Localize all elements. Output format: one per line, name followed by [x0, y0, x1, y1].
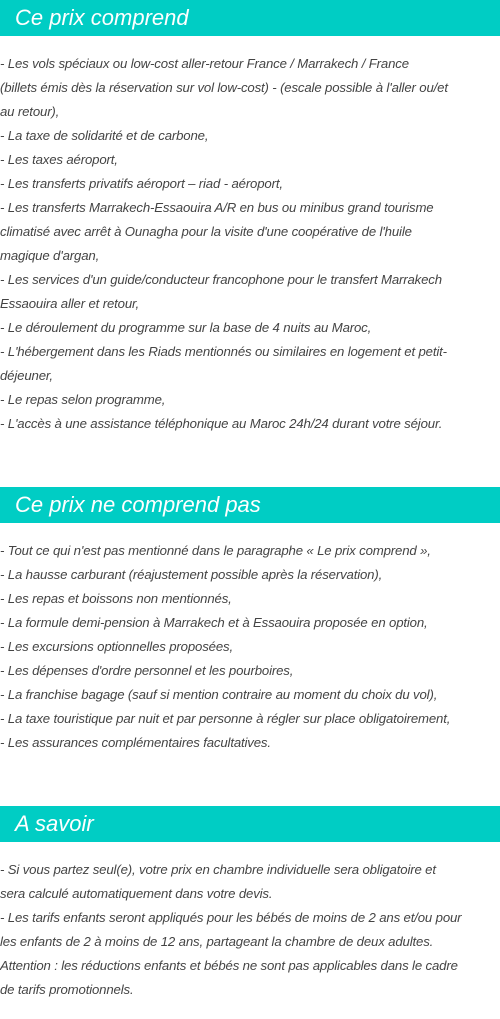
- list-line: - Le repas selon programme,: [0, 392, 166, 407]
- list-line: - Les assurances complémentaires facultatives.: [0, 735, 271, 750]
- list-line: - L'accès à une assistance téléphonique au Maroc 24h/24 durant votre séjour.: [0, 416, 443, 431]
- list-line: - La taxe touristique par nuit et par personne à régler sur place obligatoirement,: [0, 711, 451, 726]
- list-line: - L'hébergement dans les Riads mentionnés ou similaires en logement et petit-: [0, 344, 447, 359]
- list-line: sera calculé automatiquement dans votre devis.: [0, 886, 273, 901]
- section-included: [0, 0, 500, 436]
- list-line: - Les dépenses d'ordre personnel et les pourboires,: [0, 663, 294, 678]
- section-not-included: [0, 487, 500, 755]
- list-line: - Les tarifs enfants seront appliqués pour les bébés de moins de 2 ans et/ou pour: [0, 910, 462, 925]
- list-line: Essaouira aller et retour,: [0, 296, 140, 311]
- list-line: - Les transferts Marrakech-Essaouira A/R en bus ou minibus grand tourisme: [0, 200, 434, 215]
- not-included-list: [0, 523, 500, 755]
- list-line: - Les repas et boissons non mentionnés,: [0, 591, 232, 606]
- list-line: - Les services d'un guide/conducteur francophone pour le transfert Marrakech: [0, 272, 442, 287]
- list-line: magique d'argan,: [0, 248, 100, 263]
- section-header-included: Ce prix comprend: [0, 0, 500, 36]
- list-line: - La formule demi-pension à Marrakech et à Essaouira proposée en option,: [0, 615, 428, 630]
- list-line: déjeuner,: [0, 368, 53, 383]
- list-line: - Tout ce qui n'est pas mentionné dans le paragraphe « Le prix comprend »,: [0, 543, 431, 558]
- section-header-not-included: Ce prix ne comprend pas: [0, 487, 500, 523]
- list-line: (billets émis dès la réservation sur vol low-cost) - (escale possible à l'aller ou/et: [0, 80, 448, 95]
- list-line: - La hausse carburant (réajustement possible après la réservation),: [0, 567, 383, 582]
- list-line: au retour),: [0, 104, 60, 119]
- good-to-know-list: [0, 842, 500, 1002]
- section-header-good-to-know: A savoir: [0, 806, 500, 842]
- list-line: de tarifs promotionnels.: [0, 982, 134, 997]
- list-line: les enfants de 2 à moins de 12 ans, partageant la chambre de deux adultes.: [0, 934, 434, 949]
- section-good-to-know: [0, 806, 500, 1002]
- list-line: - La taxe de solidarité et de carbone,: [0, 128, 209, 143]
- included-list: [0, 36, 500, 436]
- list-line: - Le déroulement du programme sur la base de 4 nuits au Maroc,: [0, 320, 372, 335]
- list-line: - Les taxes aéroport,: [0, 152, 118, 167]
- list-line: - La franchise bagage (sauf si mention contraire au moment du choix du vol),: [0, 687, 438, 702]
- list-line: - Les transferts privatifs aéroport – riad - aéroport,: [0, 176, 283, 191]
- list-line: climatisé avec arrêt à Ounagha pour la visite d'une coopérative de l'huile: [0, 224, 412, 239]
- list-line: - Les vols spéciaux ou low-cost aller-retour France / Marrakech / France: [0, 56, 409, 71]
- list-line: - Si vous partez seul(e), votre prix en chambre individuelle sera obligatoire et: [0, 862, 436, 877]
- list-line: - Les excursions optionnelles proposées,: [0, 639, 233, 654]
- list-line: Attention : les réductions enfants et bébés ne sont pas applicables dans le cadre: [0, 958, 458, 973]
